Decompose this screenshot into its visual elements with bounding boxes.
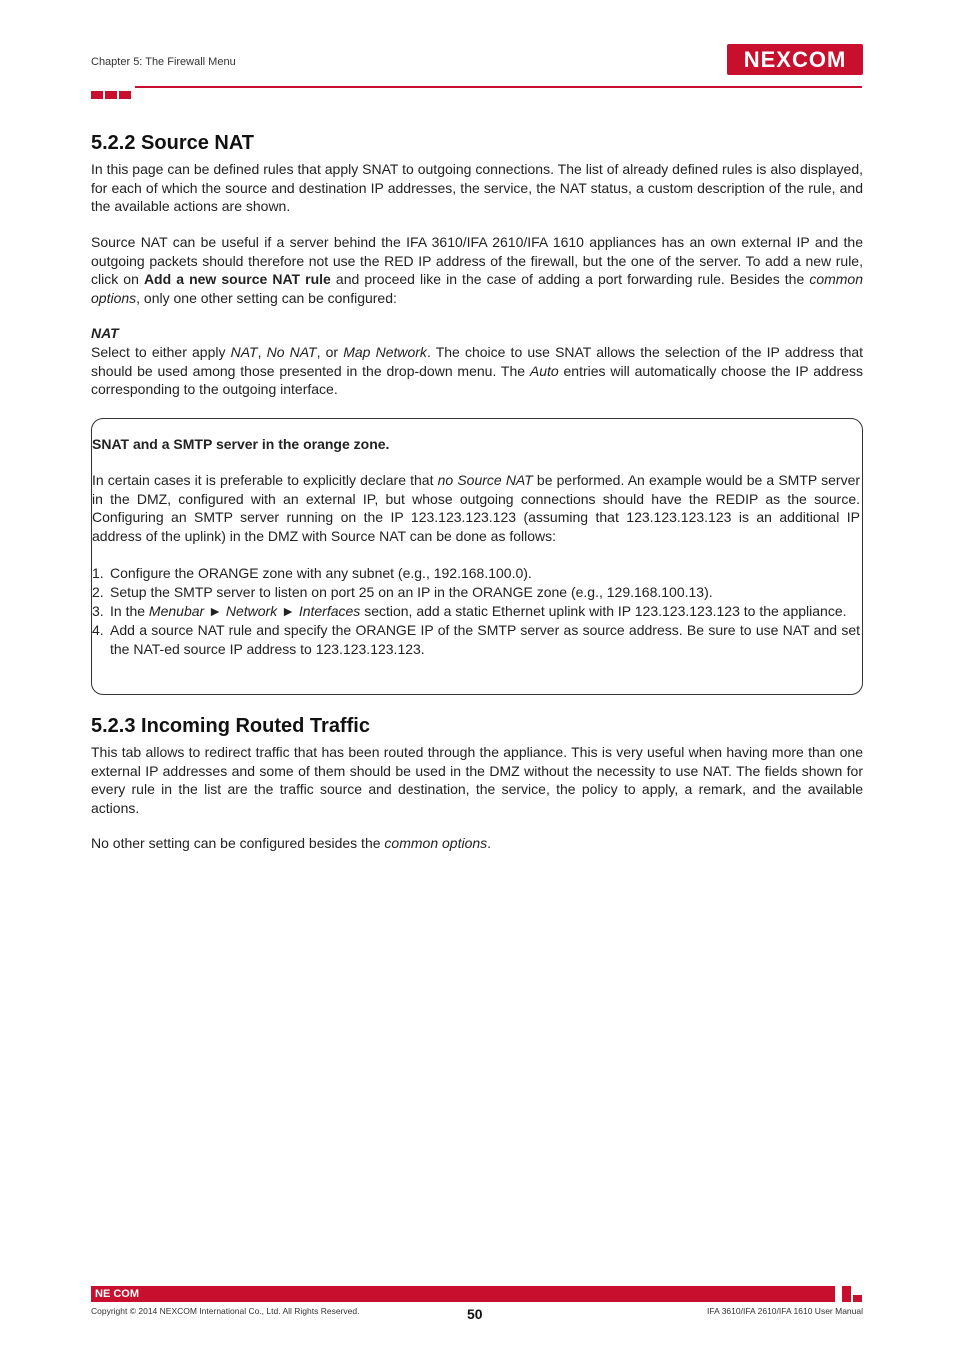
add-rule-link-text: Add a new source NAT rule (143, 271, 331, 287)
manual-title: IFA 3610/IFA 2610/IFA 1610 User Manual (707, 1306, 863, 1316)
copyright: Copyright © 2014 NEXCOM International Co., Ltd. All Rights Reserved. (91, 1306, 360, 1316)
list-item: 2. Setup the SMTP server to listen on port 25 on an IP in the ORANGE zone (e.g., 129.168.100.13). (92, 584, 713, 600)
incoming-routed-description: This tab allows to redirect traffic that has been routed through the appliance. This is very useful when having more than one external IP addresses and some of them should be used in the DMZ without the necessity to use NAT. The fields shown for every rule in the list are the traffic source and destination, the service, the policy to apply, a remark, and the available actions. (91, 744, 863, 816)
section-title-source-nat: 5.2.2 Source NAT (91, 132, 255, 154)
section-title-incoming-routed: 5.2.3 Incoming Routed Traffic (91, 715, 370, 737)
incoming-routed-note: No other setting can be configured besides the common options. (91, 835, 492, 851)
list-item: 4. Add a source NAT rule and specify the ORANGE IP of the SMTP server as source address. Be sure to use NAT and set the NAT-ed source IP address to 123.123.123.123. (92, 622, 860, 657)
nexcom-logo (727, 44, 863, 75)
note-title: SNAT and a SMTP server in the orange zone. (92, 436, 390, 452)
chapter-title: Chapter 5: The Firewall Menu (91, 56, 236, 68)
logo-x: X (776, 47, 792, 72)
logo-left: NE (743, 47, 777, 72)
source-nat-usage: Source NAT can be useful if a server behind the IFA 3610/IFA 2610/IFA 1610 appliances has an own external IP and the outgoing packets should therefore not use the RED IP address of the firewall, but the one of the server. To add a new rule, click on Add a new source NAT rule and proceed like in the case of adding a port forwarding rule. Besides the common options, only one other setting can be configured: (91, 234, 863, 306)
logo-right: COM (791, 47, 847, 72)
list-item: 1. Configure the ORANGE zone with any subnet (e.g., 192.168.100.0). (92, 565, 532, 581)
footer-bar (91, 1286, 835, 1302)
nat-setting-label: NAT (91, 325, 119, 341)
note-paragraph: In certain cases it is preferable to explicitly declare that no Source NAT be performed. An example would be a SMTP server in the DMZ, configured with an external IP, but whose outgoing connections should have the REDIP as the source. Configuring an SMTP server running on the IP 123.123.123.123 (assuming that 123.123.123.123 is an additional IP address of the uplink) in the DMZ with Source NAT can be done as follows: (92, 472, 861, 544)
list-item: 3. In the Menubar ► Network ► Interfaces section, add a static Ethernet uplink with IP 123.123.123.123 to the appliance. (92, 603, 847, 619)
nat-setting-description: Select to either apply NAT, No NAT, or Map Network. The choice to use SNAT allows the selection of the IP address that should be used among those presented in the drop-down menu. The Auto entries will automatically choose the IP address corresponding to the outgoing interface. (91, 344, 864, 397)
footer-corner-icon (842, 1286, 862, 1302)
footer-logo: NE COM (95, 1288, 139, 1300)
page-number: 50 (467, 1306, 483, 1322)
note-steps-list (92, 564, 860, 659)
source-nat-intro: In this page can be defined rules that apply SNAT to outgoing connections. The list of already defined rules is also displayed, for each of which the source and destination IP addresses, the service, the NAT status, a custom description of the rule, and the available actions are shown. (91, 161, 863, 214)
header-rule (135, 86, 862, 88)
header-blocks (91, 86, 133, 104)
